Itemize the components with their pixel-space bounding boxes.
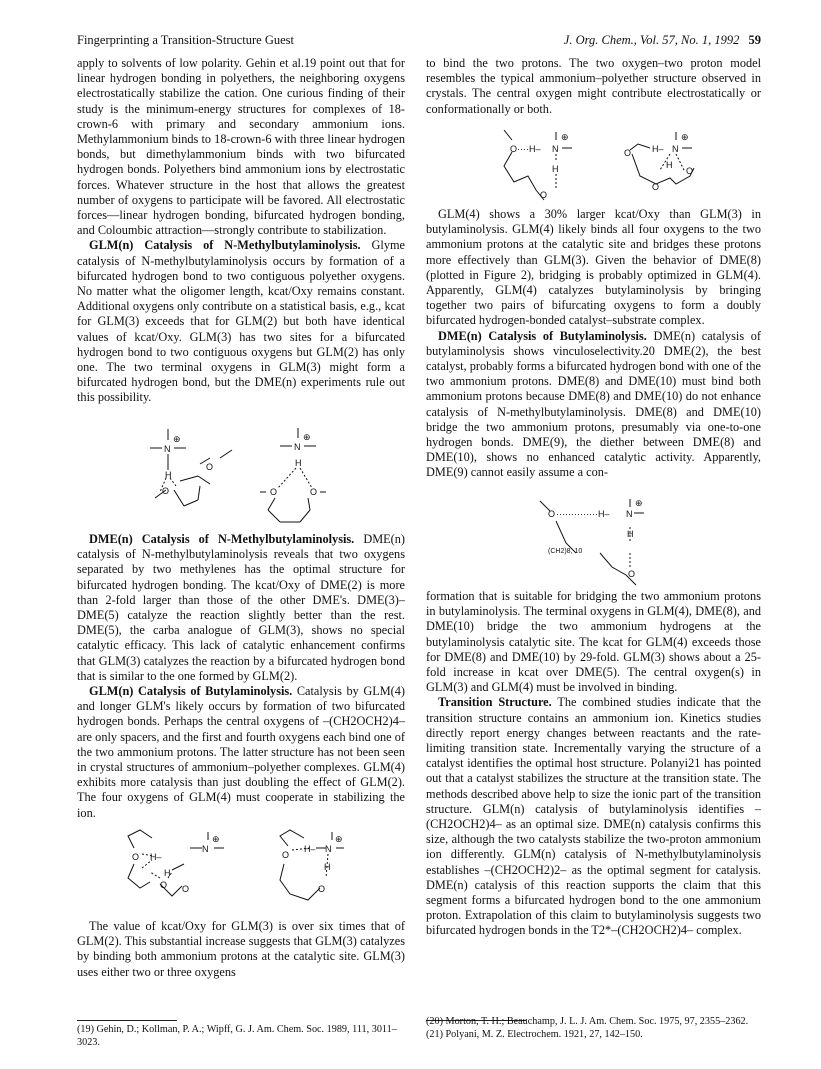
paragraph: apply to solvents of low polarity. Gehin et al.19 point out that for linear hydrogen bonding in polyethers, the neighboring oxygens electrostatically stabilize the cation. One curious finding of their study is the minimum-energy structures for complexes of 18-crown-6 with primary and secondary ammonium ions. Methylammonium binds to 18-crown-6 with three linear hydrogen bonds, but dimethylammonium binds with two bifurcated hydrogen bonds. Polyethers bind ammonium ions by electrostatic forces. Whatever structure in the host that allows the greatest number of oxygens to participate will be favored. All electrostatic forces—linear hydrogen bonding, bifurcated hydrogen bonding, and Coloumbic attraction—strongly contribute to stabilization. <box>77 56 405 238</box>
column-1-top <box>77 56 405 406</box>
paragraph: to bind the two protons. The two oxygen–two proton model resembles the typical ammonium–polyether structure observed in crystals. The central oxygen might contribute electrostatically or conformationally or both. <box>426 56 761 116</box>
label-plus: ⊕ <box>681 132 689 142</box>
label-h-bond: H– <box>304 844 316 854</box>
label-n: N <box>626 509 633 519</box>
footnote: (20) Morton, T. H.; Beauchamp, J. L. J. Am. Chem. Soc. 1975, 97, 2355–2362. <box>426 1016 749 1027</box>
label-h: H <box>666 160 673 170</box>
running-title: Fingerprinting a Transition-Structure Guest <box>77 33 294 47</box>
section-paragraph <box>77 532 405 684</box>
label-plus: ⊕ <box>173 434 181 444</box>
paragraph: GLM(4) shows a 30% larger kcat/Oxy than GLM(3) in butylaminolysis. GLM(4) likely binds all four oxygens to the two ammonium protons at the catalytic site and bridges these protons more effectively than GLM(3). Given the behavior of DME(8) (plotted in Figure 2), bridging is probably optimized in GLM(4). Apparently, GLM(4) catalyzes butylaminolysis by bringing together two pairs of bifurcating oxygens to form a doubly bifurcated hydrogen-bonded catalyst–substrate complex. <box>426 207 761 328</box>
label-o: O <box>548 509 556 519</box>
label-n: N <box>294 442 301 452</box>
journal-issue: No. 1, 1992 <box>681 33 740 47</box>
label-o: O <box>686 166 694 176</box>
paragraph: The value of kcat/Oxy for GLM(3) is over six times that of GLM(2). This substantial increase suggests that GLM(3) catalyzes by binding both ammonium protons at the catalytic site. GLM(3) uses either two or three oxygens <box>77 919 405 979</box>
page-number: 59 <box>748 33 761 47</box>
label-n: N <box>672 144 679 154</box>
section-paragraph <box>426 695 761 938</box>
label-plus: ⊕ <box>335 834 343 844</box>
figure-bifurcated-glm <box>140 424 340 524</box>
structure-diagram <box>140 424 340 524</box>
section-heading: DME(n) Catalysis of Butylaminolysis. <box>438 328 647 343</box>
label-n: N <box>202 844 209 854</box>
label-h: H <box>324 862 331 872</box>
journal-volume: Vol. 57, <box>640 33 678 47</box>
label-o: O <box>270 487 278 497</box>
label-o-bond: O····H– <box>510 144 541 154</box>
footnotes-left <box>77 1024 405 1049</box>
label-o: O <box>540 190 548 200</box>
label-o: O <box>162 486 170 496</box>
section-body: Catalysis by GLM(4) and longer GLM's likely occurs by formation of two bifurcated hydrogen bonds. Perhaps the central oxygens of –(CH2OCH2)4– are only spacers, and the first and fourth oxygens each bind one of the two ammonium protons. The latter structure has not been seen in crystal structures of ammonium–polyether complexes. GLM(4) exhibits more catalysis than just doubling the effect of GLM(2). The four oxygens of GLM(4) must cooperate in stabilizing the ion. <box>77 684 405 820</box>
footnote-rule <box>77 1020 177 1021</box>
label-o: O <box>206 462 214 472</box>
section-body: Glyme catalysis of N-methylbutylaminolysis occurs by formation of a bifurcated hydrogen bond to two contiguous polyether oxygens. No matter what the oligomer length, kcat/Oxy remains constant. Additional oxygens only contribute on a statistical basis, e.g., kcat for GLM(3) exceeds that for GLM(2) but both have identical values of kcat/Oxy. GLM(3) has two sites for a bifurcated hydrogen bond to two contiguous oxygens but GLM(2) has only one. The two terminal oxygens in GLM(3) might form a bifurcated hydrogen bond, but the DME(n) experiments rule out this possibility. <box>77 238 405 405</box>
journal-citation <box>564 33 761 48</box>
section-heading: DME(n) Catalysis of N-Methylbutylaminolysis. <box>89 532 355 546</box>
column-1-bottom <box>77 919 405 980</box>
footnote: (19) Gehin, D.; Kollman, P. A.; Wipff, G. J. Am. Chem. Soc. 1989, 111, 3011–3023. <box>77 1024 397 1048</box>
label-o: O <box>310 487 318 497</box>
label-o: O <box>628 569 636 579</box>
label-h: H <box>164 868 171 878</box>
column-2-bottom <box>426 589 761 939</box>
section-heading: GLM(n) Catalysis of N-Methylbutylaminolysis. <box>89 238 361 253</box>
label-plus: ⊕ <box>635 498 643 508</box>
label-o: O <box>132 852 140 862</box>
column-2-middle <box>426 207 761 481</box>
label-n: N <box>325 844 332 854</box>
label-plus: ⊕ <box>303 432 311 442</box>
label-h: H <box>165 470 172 480</box>
label-ch2-chain: (CH2)8, 10 <box>548 548 583 555</box>
structure-diagram <box>536 497 686 587</box>
section-body: The combined studies indicate that the transition structure contains an ammonium ion. Kinetics studies directly report energy changes between reactants and the rate-limiting transition state. Incrementally varying the structure of a catalyst identifies the optimal host structure. Polanyi21 has pointed out that a catalyst stabilizes the structure at the transition state. The methods described above help to size the ionic part of the transition structure. GLM(n) catalysis of butylaminolysis identifies –(CH2OCH2)4– as an optimal size. DME(n) catalysis confirms this size, although the two catalysts stabilize the two-proton ammonium ion differently. GLM(n) catalysis of N-methylbutylaminolysis establishes –(CH2OCH2)2– as the optimal segment for catalysis. DME(n) catalysis of this reaction supports the claim that this segment forms a bifurcated hydrogen bond to the one ammonium proton. Extrapolation of this claim to butylaminolysis suggests two bifurcated hydrogen bonds in the T2*–(CH2OCH2)4– complex. <box>426 695 761 938</box>
journal-name: J. Org. Chem., <box>563 33 637 47</box>
section-body: DME(n) catalysis of N-methylbutylaminolysis reveals that two oxygens separated by two methylenes has the optimal structure for bifurcated hydrogen bonding. The kcat/Oxy of DME(2) is more than 2-fold larger than those of the other DME's. DME(3)–DME(5) catalyze the reaction slightly better than the rest. DME(5), the carba analogue of GLM(3), shows no special catalytic efficacy. This lack of catalytic enhancement confirms that GLM(3) catalyzes the reaction by a bifurcated hydrogen bond that is similar to the one formed by GLM(2). <box>77 532 405 683</box>
label-plus: ⊕ <box>561 132 569 142</box>
label-o: O <box>182 884 190 894</box>
label-n: N <box>552 144 559 154</box>
label-o: O <box>318 884 326 894</box>
footnote: (21) Polyani, M. Z. Electrochem. 1921, 27, 142–150. <box>426 1028 643 1040</box>
structure-diagram <box>500 126 730 204</box>
section-paragraph <box>77 684 405 821</box>
paragraph: formation that is suitable for bridging the two ammonium protons in butylaminolysis. The terminal oxygens in GLM(4), DME(8), and DME(10) bridge the two ammonium hydrogens at the butylaminolysis catalytic site. The kcat for GLM(4) exceeds those for DME(8) and DME(10) by 29-fold. GLM(3) shows about a 25-fold increase in kcat over DME(5). The central oxygen(s) in GLM(3) and GLM(4) must be involved in binding. <box>426 589 761 695</box>
label-o: O <box>160 880 168 890</box>
label-h-bond: H– <box>150 852 162 862</box>
section-paragraph <box>426 329 761 481</box>
figure-dme-bridge <box>536 497 686 587</box>
section-body: DME(n) catalysis of butylaminolysis shows vinculoselectivity.20 DME(2), the best catalyst, probably forms a bifurcated hydrogen bond with one of the two ammonium protons. DME(8) and DME(10) must bind both ammonium protons because DME(8) and DME(10) do not enhance catalysis of N-methylbutylaminolysis. DME(8) and DME(10) bridge the two ammonium protons, presumably via one-to-one hydrogen bonds. DME(9), the diether between DME(8) and DME(10), shows no enhanced catalytic activity. Apparently, DME(9) cannot easily assume a con- <box>426 328 761 480</box>
label-h-bond: H– <box>652 144 664 154</box>
label-plus: ⊕ <box>212 834 220 844</box>
structure-diagram <box>120 826 343 914</box>
figure-doubly-bifurcated <box>120 826 343 914</box>
label-h: H <box>627 529 634 539</box>
label-h: H <box>552 164 559 174</box>
label-h: H <box>295 458 302 468</box>
section-heading: GLM(n) Catalysis of Butylaminolysis. <box>89 684 293 699</box>
figure-two-proton-model <box>500 126 730 204</box>
label-o: O <box>652 182 660 192</box>
footnotes-right <box>426 1016 761 1041</box>
label-dotted-bond: ··············H– <box>556 509 610 519</box>
label-o: O <box>624 148 632 158</box>
column-2-top <box>426 56 761 117</box>
section-heading: Transition Structure. <box>438 695 552 710</box>
label-n: N <box>164 444 171 454</box>
section-paragraph <box>77 238 405 405</box>
label-o: O <box>282 850 290 860</box>
column-1-middle <box>77 532 405 821</box>
